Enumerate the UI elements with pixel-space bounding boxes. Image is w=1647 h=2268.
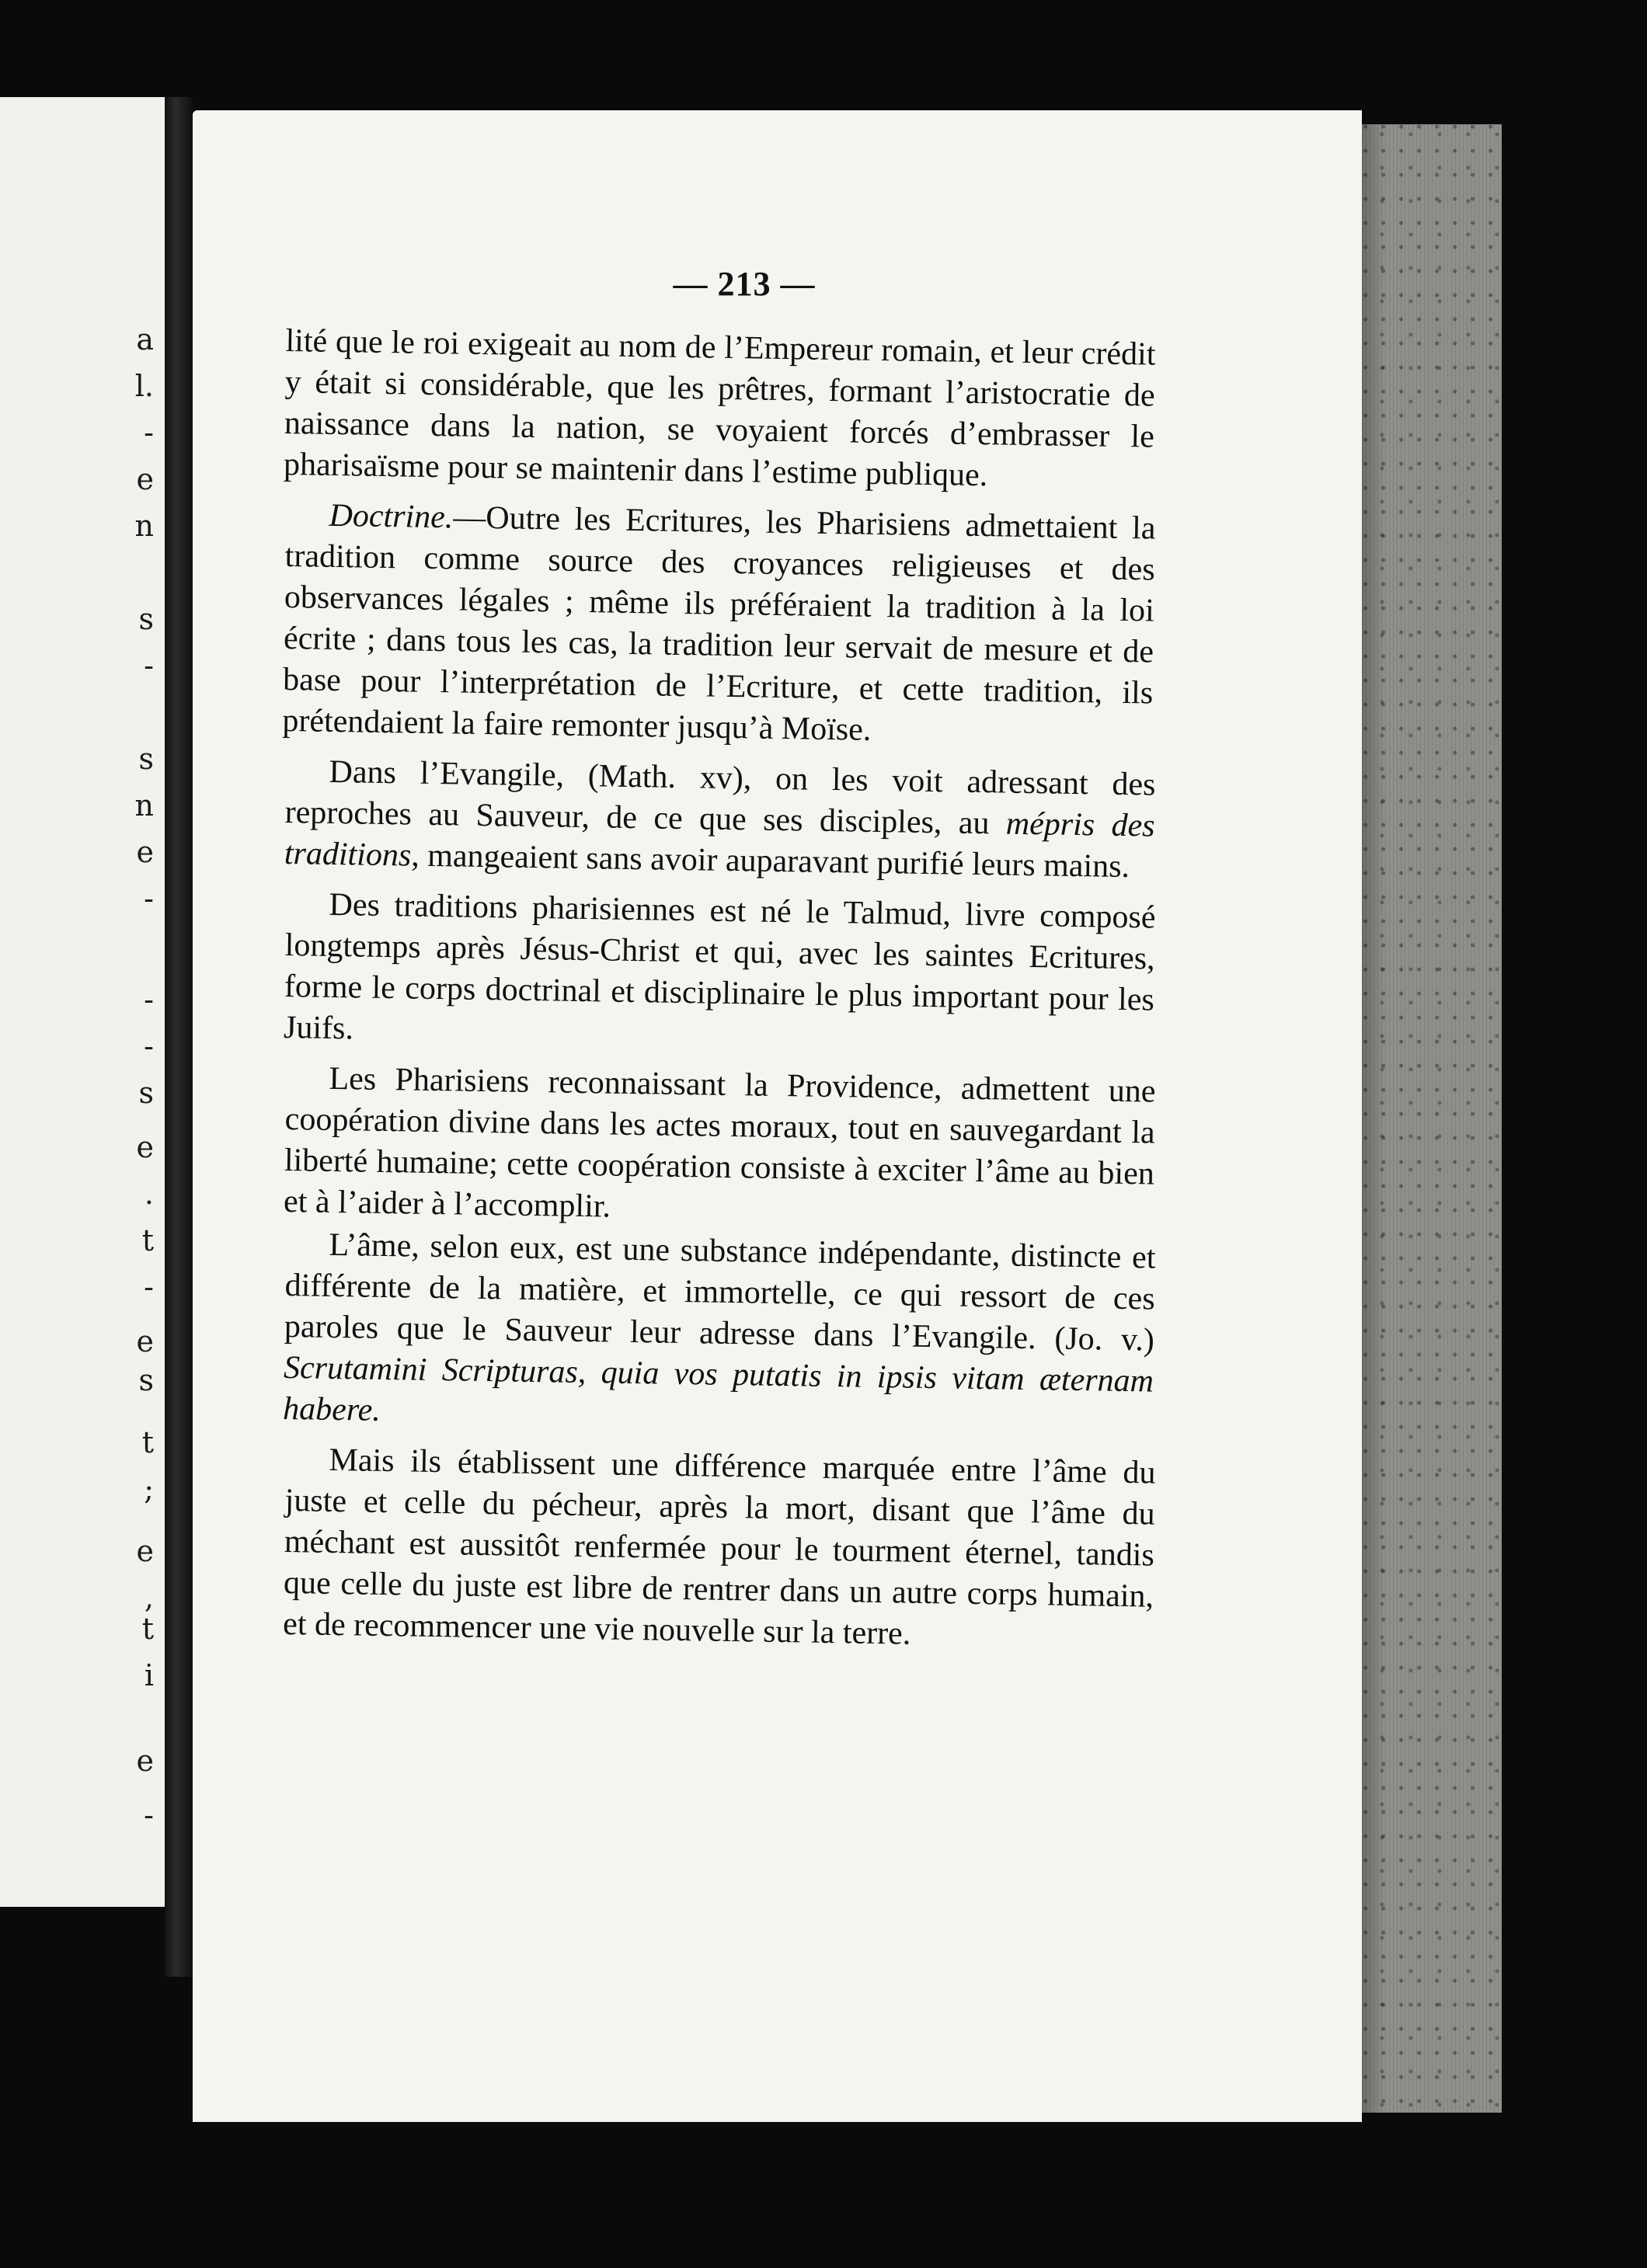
page-edges-shadow [1362,124,1385,2113]
margin-fragment: t [141,1612,154,1646]
margin-fragment: e [136,462,154,496]
margin-fragment: s [138,1363,154,1397]
margin-fragment: s [138,1076,154,1110]
previous-page-edge [0,97,169,1907]
text-run: Des traditions pharisiennes est né le Talmud, livre composé longtemps après Jésus-Christ et qui, avec les saintes Ecritures, forme le corps doctrinal et disciplinaire le plus important pour les Juifs. [283,886,1156,1047]
margin-fragment: e [136,1130,154,1164]
paragraph [283,1439,1156,1659]
margin-fragment: s [138,602,154,636]
margin-fragment: - [144,649,154,683]
margin-fragment: ; [144,1472,154,1506]
margin-fragment: t [141,1425,154,1459]
margin-fragment: e [136,1744,154,1778]
margin-fragment: . [144,1177,154,1211]
paragraph [284,321,1156,499]
paragraph [282,495,1156,756]
italic-run: Scrutamini Scripturas, quia vos putatis in ipsis vitam æternam habere. [282,1349,1154,1428]
page-text-block [282,264,1156,1654]
text-run: Dans l’Evangile, (Math. xv), on les voit adressant des reproches au Sauveur, de ce que ses disciples, au [284,753,1156,842]
paragraph [284,1058,1156,1237]
text-run: —Outre les Ecritures, les Pharisiens admettaient la tradition comme source des croyances religieuses et des observances légales ; même ils préféraient la tradition à la loi écrite ; dans tous les cas, la tradition leur servait de mesure et de base pour l’interprétation de l’Ecriture, et cette tradition, ils prétendaient la faire remonter jusqu’à Moïse. [282,499,1156,748]
paragraph [284,751,1156,889]
paragraph [283,1224,1156,1444]
text-run: L’âme, selon eux, est une substance indépendante, distincte et différente de la matière, et immortelle, ce qui ressort de ces paroles que le Sauveur leur adresse dans l’Evangile. (Jo. v.) [284,1226,1156,1358]
italic-run: Doctrine. [329,497,454,536]
italic-run: mépris des traditions [284,805,1155,874]
margin-fragment: n [134,509,154,543]
text-run: Les Pharisiens reconnaissant la Providence, admettent une coopération divine dans les actes moraux, tout en sauvegardant la liberté humaine; cette coopération consiste à exciter l’âme au bien et à l’aider à l’accomplir. [283,1060,1156,1225]
margin-fragment: - [144,1029,154,1063]
margin-fragment: a [136,322,154,357]
margin-fragment: - [144,416,154,450]
book-gutter [165,97,193,1977]
paragraph-list [282,321,1156,1652]
margin-fragment: l. [134,369,154,403]
text-run: Mais ils établissent une différence marquée entre l’âme du juste et celle du pécheur, après la mort, disant que l’âme du méchant est aussitôt renfermée pour le tourment éternel, tandis que celle du juste est libre de rentrer dans un autre corps humain, et de recommencer une vie nouvelle sur la terre. [282,1442,1156,1652]
margin-fragment: - [144,1798,154,1832]
text-run: lité que le roi exigeait au nom de l’Empereur romain, et leur crédit y était si considérable, que les prêtres, formant l’aristocratie de naissance dans la nation, se voyaient forcés d’embrasser le pharisaïsme pour se maintenir dans l’estime publique. [283,322,1156,494]
page-number: — 213 — [673,265,816,303]
margin-fragment: - [144,983,154,1017]
paragraph [284,884,1156,1063]
margin-fragment: - [144,1270,154,1304]
margin-fragment: s [138,742,154,776]
margin-fragment: e [136,835,154,869]
margin-fragment: t [141,1223,154,1257]
margin-fragment: , [144,1581,154,1615]
margin-fragment: e [136,1534,154,1568]
margin-fragment: i [144,1658,154,1692]
text-run: , mangeaient sans avoir auparavant purifié leurs mains. [410,837,1130,885]
margin-fragment: - [144,882,154,916]
margin-fragment: n [134,788,154,823]
margin-fragment: e [136,1324,154,1358]
